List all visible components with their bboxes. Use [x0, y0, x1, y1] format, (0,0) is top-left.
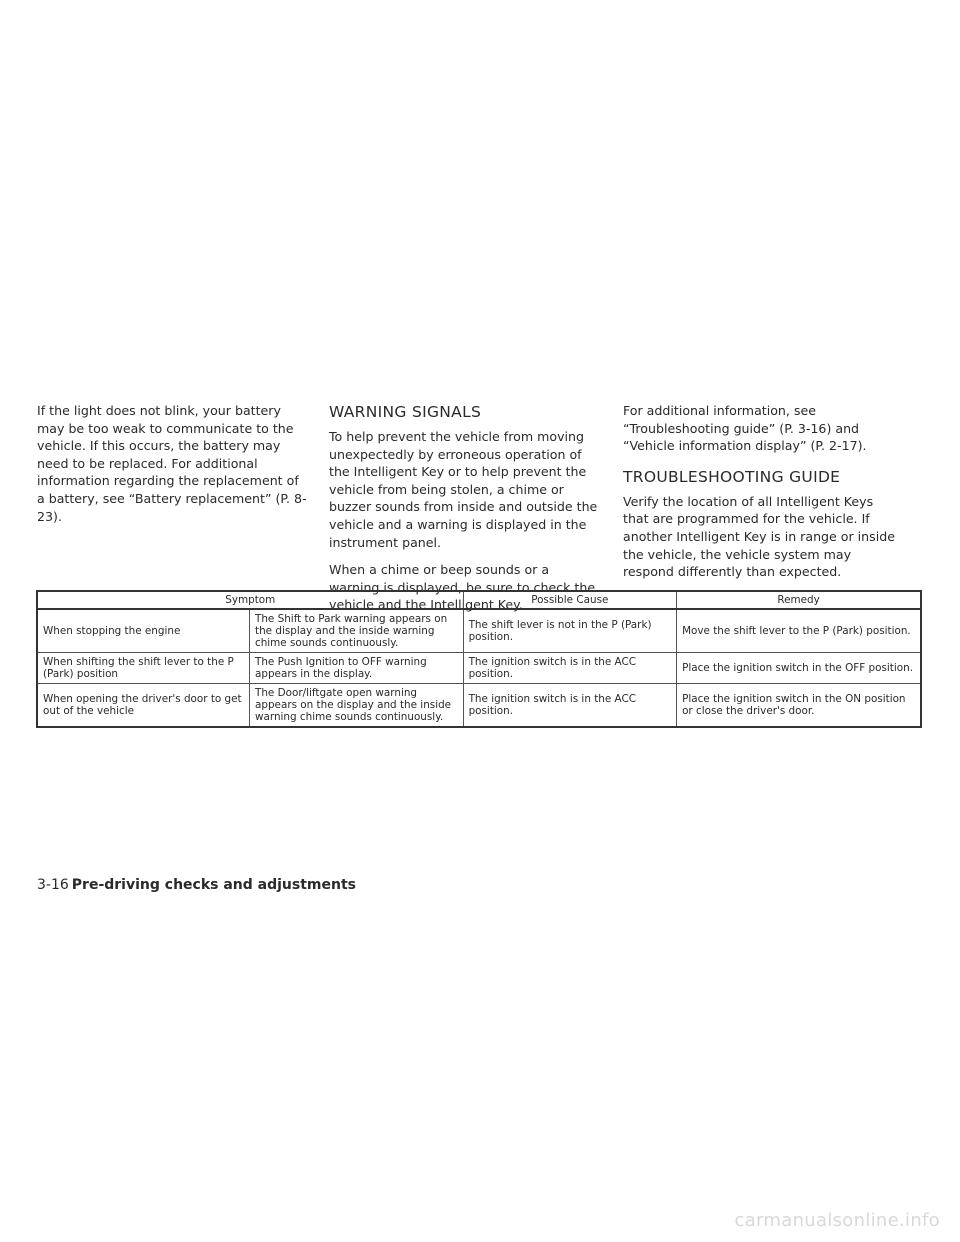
possible-cause-cell: The shift lever is not in the P (Park) position. — [463, 609, 677, 653]
symptom-detail-cell: The Push Ignition to OFF warning appears in the display. — [250, 653, 464, 684]
warning-signals-heading: WARNING SIGNALS — [329, 403, 482, 421]
table-row — [37, 653, 921, 684]
table-row — [37, 684, 921, 728]
remedy-cell: Move the shift lever to the P (Park) position. — [677, 609, 921, 653]
remedy-cell: Place the ignition switch in the ON position or close the driver's door. — [677, 684, 921, 728]
header-symptom: Symptom — [37, 591, 463, 609]
troubleshooting-paragraph: Verify the location of all Intelligent Keys that are programmed for the vehicle. If another Intelligent Key is in range or inside the vehicle, the vehicle system may respond differently than expected. — [623, 493, 895, 580]
possible-cause-cell: The ignition switch is in the ACC position. — [463, 653, 677, 684]
additional-info-paragraph: For additional information, see “Troubleshooting guide” (P. 3-16) and “Vehicle information display” (P. 2-17). — [623, 403, 867, 454]
warning-signals-paragraph-2: When a chime or beep sounds or a warning is displayed, be sure to check the vehicle and the Intelligent Key. — [329, 562, 596, 613]
header-remedy: Remedy — [677, 591, 921, 609]
battery-paragraph: If the light does not blink, your battery may be too weak to communicate to the vehicle. If this occurs, the battery may need to be replaced. For additional information regarding the replacement of a battery, see “Battery replacement” (P. 8-23). — [37, 403, 307, 524]
troubleshooting-guide-heading: TROUBLESHOOTING GUIDE — [623, 467, 841, 486]
symptom-condition-cell: When opening the driver's door to get out of the vehicle — [37, 684, 250, 728]
symptom-detail-cell: The Door/liftgate open warning appears on the display and the inside warning chime sounds continuously. — [250, 684, 464, 728]
section-title: Pre-driving checks and adjustments — [71, 877, 356, 893]
page-footer — [37, 876, 356, 894]
remedy-cell: Place the ignition switch in the OFF position. — [677, 653, 921, 684]
symptom-detail-cell: The Shift to Park warning appears on the display and the inside warning chime sounds continuously. — [250, 609, 464, 653]
possible-cause-cell: The ignition switch is in the ACC position. — [463, 684, 677, 728]
troubleshooting-table — [36, 590, 922, 728]
page-number: 3-16 — [37, 877, 69, 893]
table-row — [37, 609, 921, 653]
symptom-condition-cell: When shifting the shift lever to the P (Park) position — [37, 653, 250, 684]
header-possible-cause: Possible Cause — [463, 591, 677, 609]
left-column — [37, 402, 309, 535]
warning-signals-paragraph-1: To help prevent the vehicle from moving unexpectedly by erroneous operation of the Intelligent Key or to help prevent the vehicle from being stolen, a chime or buzzer sounds from inside and outside the vehicle and a warning is displayed in the instrument panel. — [329, 429, 598, 550]
table-header-row — [37, 591, 921, 609]
right-column — [623, 402, 895, 591]
symptom-condition-cell: When stopping the engine — [37, 609, 250, 653]
watermark: carmanualsonline.info — [734, 1210, 940, 1231]
